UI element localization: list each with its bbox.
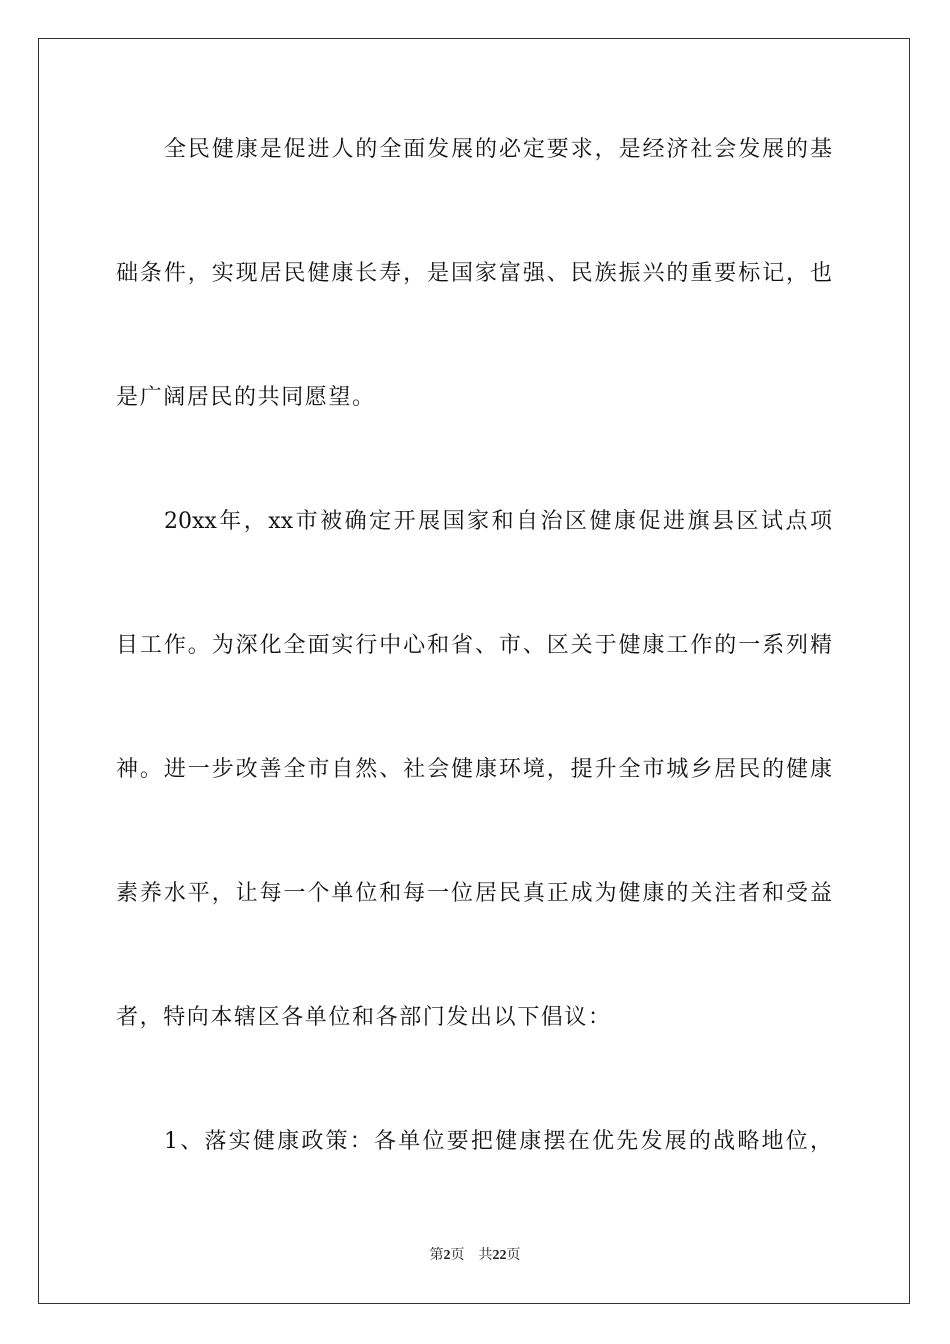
paragraph-line: 1、落实健康政策：各单位要把健康摆在优先发展的战略地位， — [164, 1129, 832, 1154]
footer-page-unit: 页 — [450, 1248, 465, 1263]
footer-total-unit: 页 — [506, 1248, 521, 1263]
paragraph-line: 者，特向本辖区各单位和各部门发出以下倡议： — [116, 1005, 612, 1030]
current-page-number: 2 — [443, 1248, 451, 1263]
paragraph-line: 是广阔居民的共同愿望。 — [116, 385, 376, 410]
paragraph-line: 础条件，实现居民健康长寿，是国家富强、民族振兴的重要标记，也 — [116, 261, 832, 286]
page-border — [38, 38, 910, 1304]
paragraph-line: 神。进一步改善全市自然、社会健康环境，提升全市城乡居民的健康 — [116, 757, 832, 782]
total-pages-number: 22 — [492, 1248, 507, 1263]
paragraph-line: 全民健康是促进人的全面发展的必定要求，是经济社会发展的基 — [164, 137, 832, 162]
footer-prefix: 第 — [429, 1248, 444, 1263]
paragraph-line: 目工作。为深化全面实行中心和省、市、区关于健康工作的一系列精 — [116, 633, 832, 658]
page-footer — [0, 1247, 950, 1265]
paragraph-line: 素养水平，让每一个单位和每一位居民真正成为健康的关注者和受益 — [116, 881, 832, 906]
footer-total-prefix: 共 — [478, 1248, 493, 1263]
paragraph-line: 20xx年，xx市被确定开展国家和自治区健康促进旗县区试点项 — [164, 509, 832, 534]
